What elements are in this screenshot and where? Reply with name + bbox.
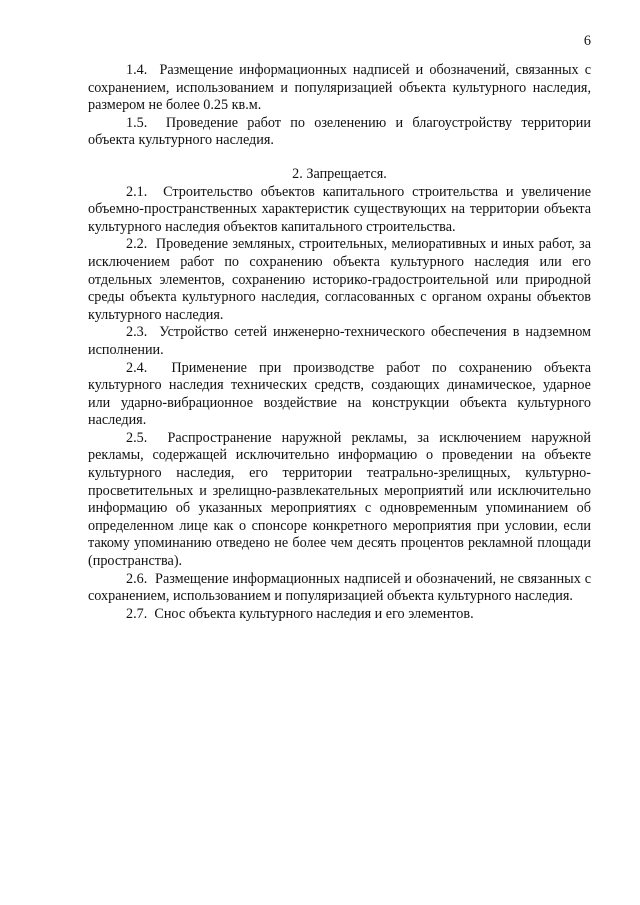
page-number: 6: [583, 33, 591, 49]
item-2-5: 2.5. Распространение наружной рекламы, за исключением наружной рекламы, содержащей исключительно информацию о проведении на объекте культурного наследия, его территории театрально-зрелищных, культурно-просветительных и зрелищно-развлекательных мероприятий или исключительно информацию об указанных мероприятиях с одновременным упоминанием об определенном лице как о спонсоре конкретного мероприятия при условии, если такому упоминанию отведено не более чем десять процентов рекламной площади (пространства).: [88, 429, 591, 570]
document-body: [88, 62, 591, 623]
item-2-3: 2.3. Устройство сетей инженерно-технического обеспечения в надземном исполнении.: [88, 324, 591, 358]
section-2-heading: 2. Запрещается.: [292, 165, 387, 182]
section-gap: [88, 150, 591, 166]
item-2-7: 2.7. Снос объекта культурного наследия и его элементов.: [126, 605, 474, 622]
item-2-6: 2.6. Размещение информационных надписей и обозначений, не связанных с сохранением, использованием и популяризацией объекта культурного наследия.: [88, 570, 591, 605]
item-1-4: 1.4. Размещение информационных надписей и обозначений, связанных с сохранением, использованием и популяризацией объекта культурного наследия, размером не более 0.25 кв.м.: [88, 62, 591, 114]
item-1-5: 1.5. Проведение работ по озеленению и благоустройству территории объекта культурного наследия.: [88, 114, 591, 149]
item-2-1: 2.1. Строительство объектов капитального строительства и увеличение объемно-пространственных характеристик существующих на территории объекта культурного наследия объектов капитального строительства.: [88, 183, 591, 235]
item-2-4: 2.4. Применение при производстве работ по сохранению объекта культурного наследия технических средств, создающих динамическое, ударное или ударно-вибрационное воздействие на конструкции объекта культурного наследия.: [88, 359, 591, 429]
item-2-2: 2.2. Проведение земляных, строительных, мелиоративных и иных работ, за исключением работ по сохранению объекта культурного наследия или его отдельных элементов, сохранению историко-градостроительной или природной среды объекта культурного наследия, согласованных с органом охраны объектов культурного наследия.: [88, 236, 591, 323]
